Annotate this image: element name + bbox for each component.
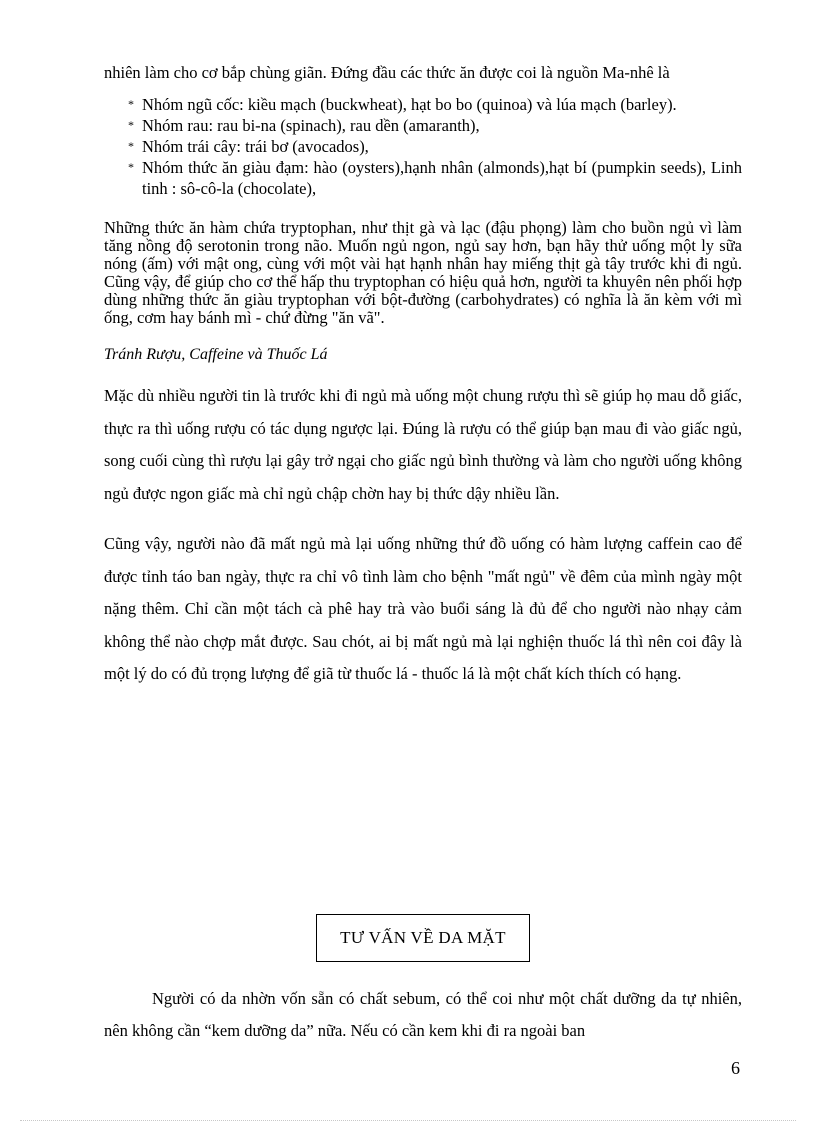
bullet-icon: * [128, 160, 134, 174]
section-title-box: TƯ VẤN VỀ DA MẶT [316, 914, 530, 962]
skin-paragraph: Người có da nhờn vốn sẵn có chất sebum, có thể coi như một chất dưỡng da tự nhiên, nên không cần “kem dưỡng da” nữa. Nếu có cần kem khi đi ra ngoài ban [104, 989, 742, 1040]
footer-divider [20, 1120, 796, 1121]
food-group-list [104, 94, 742, 199]
tryptophan-paragraph: Những thức ăn hàm chứa tryptophan, như thịt gà và lạc (đậu phọng) làm cho buồn ngủ vì làm tăng nồng độ serotonin trong não. Muốn ngủ ngon, ngủ say hơn, bạn hãy thử uống một ly sữa nóng (ấm) với mật ong, cùng với một vài hạt hạnh nhân hay miếng thịt gà tây trước khi đi ngủ. Cũng vậy, để giúp cho cơ thể hấp thu tryptophan có hiệu quả hơn, người ta khuyên nên phối hợp dùng những thức ăn giàu tryptophan với bột-đường (carbohydrates) có nghĩa là ăn kèm với mì ống, cơm hay bánh mì - chứ đừng "ăn vã". [104, 218, 742, 327]
list-item: * Nhóm rau: rau bi-na (spinach), rau dền (amaranth), [128, 116, 480, 135]
page-number: 6 [731, 1058, 740, 1078]
bullet-icon: * [128, 139, 134, 153]
alcohol-paragraph: Mặc dù nhiều người tin là trước khi đi ngủ mà uống một chung rượu thì sẽ giúp họ mau dỗ giấc, thực ra thì uống rượu có tác dụng ngược lại. Đúng là rượu có thể giúp bạn mau đi vào giấc ngủ, song cuối cùng thì rượu lại gây trở ngại cho giấc ngủ bình thường và làm cho người uống không ngủ được ngon giấc mà chỉ ngủ chập chờn hay bị thức dậy nhiều lần. [104, 386, 742, 503]
list-item: * Nhóm ngũ cốc: kiều mạch (buckwheat), hạt bo bo (quinoa) và lúa mạch (barley). [128, 95, 677, 114]
intro-paragraph: nhiên làm cho cơ bắp chùng giãn. Đứng đầu các thức ăn được coi là nguồn Ma-nhê là [104, 63, 670, 82]
bullet-icon: * [128, 118, 134, 132]
list-item: * Nhóm thức ăn giàu đạm: hào (oysters),hạnh nhân (almonds),hạt bí (pumpkin seeds), Linh tinh : sô-cô-la (chocolate), [128, 158, 742, 198]
section-heading: Tránh Rượu, Caffeine và Thuốc Lá [104, 346, 328, 363]
list-item: * Nhóm trái cây: trái bơ (avocados), [128, 137, 369, 156]
bullet-icon: * [128, 97, 134, 111]
caffeine-paragraph: Cũng vậy, người nào đã mất ngủ mà lại uống những thứ đồ uống có hàm lượng caffein cao để được tỉnh táo ban ngày, thực ra chỉ vô tình làm cho bệnh "mất ngủ" về đêm của mình ngày một nặng thêm. Chỉ cần một tách cà phê hay trà vào buổi sáng là đủ để cho người nào nhạy cảm không thể nào chợp mắt được. Sau chót, ai bị mất ngủ mà lại nghiện thuốc lá thì nên coi đây là một lý do có đủ trọng lượng để giã từ thuốc lá - thuốc lá là một chất kích thích có hạng. [104, 534, 742, 683]
document-body [104, 62, 742, 691]
